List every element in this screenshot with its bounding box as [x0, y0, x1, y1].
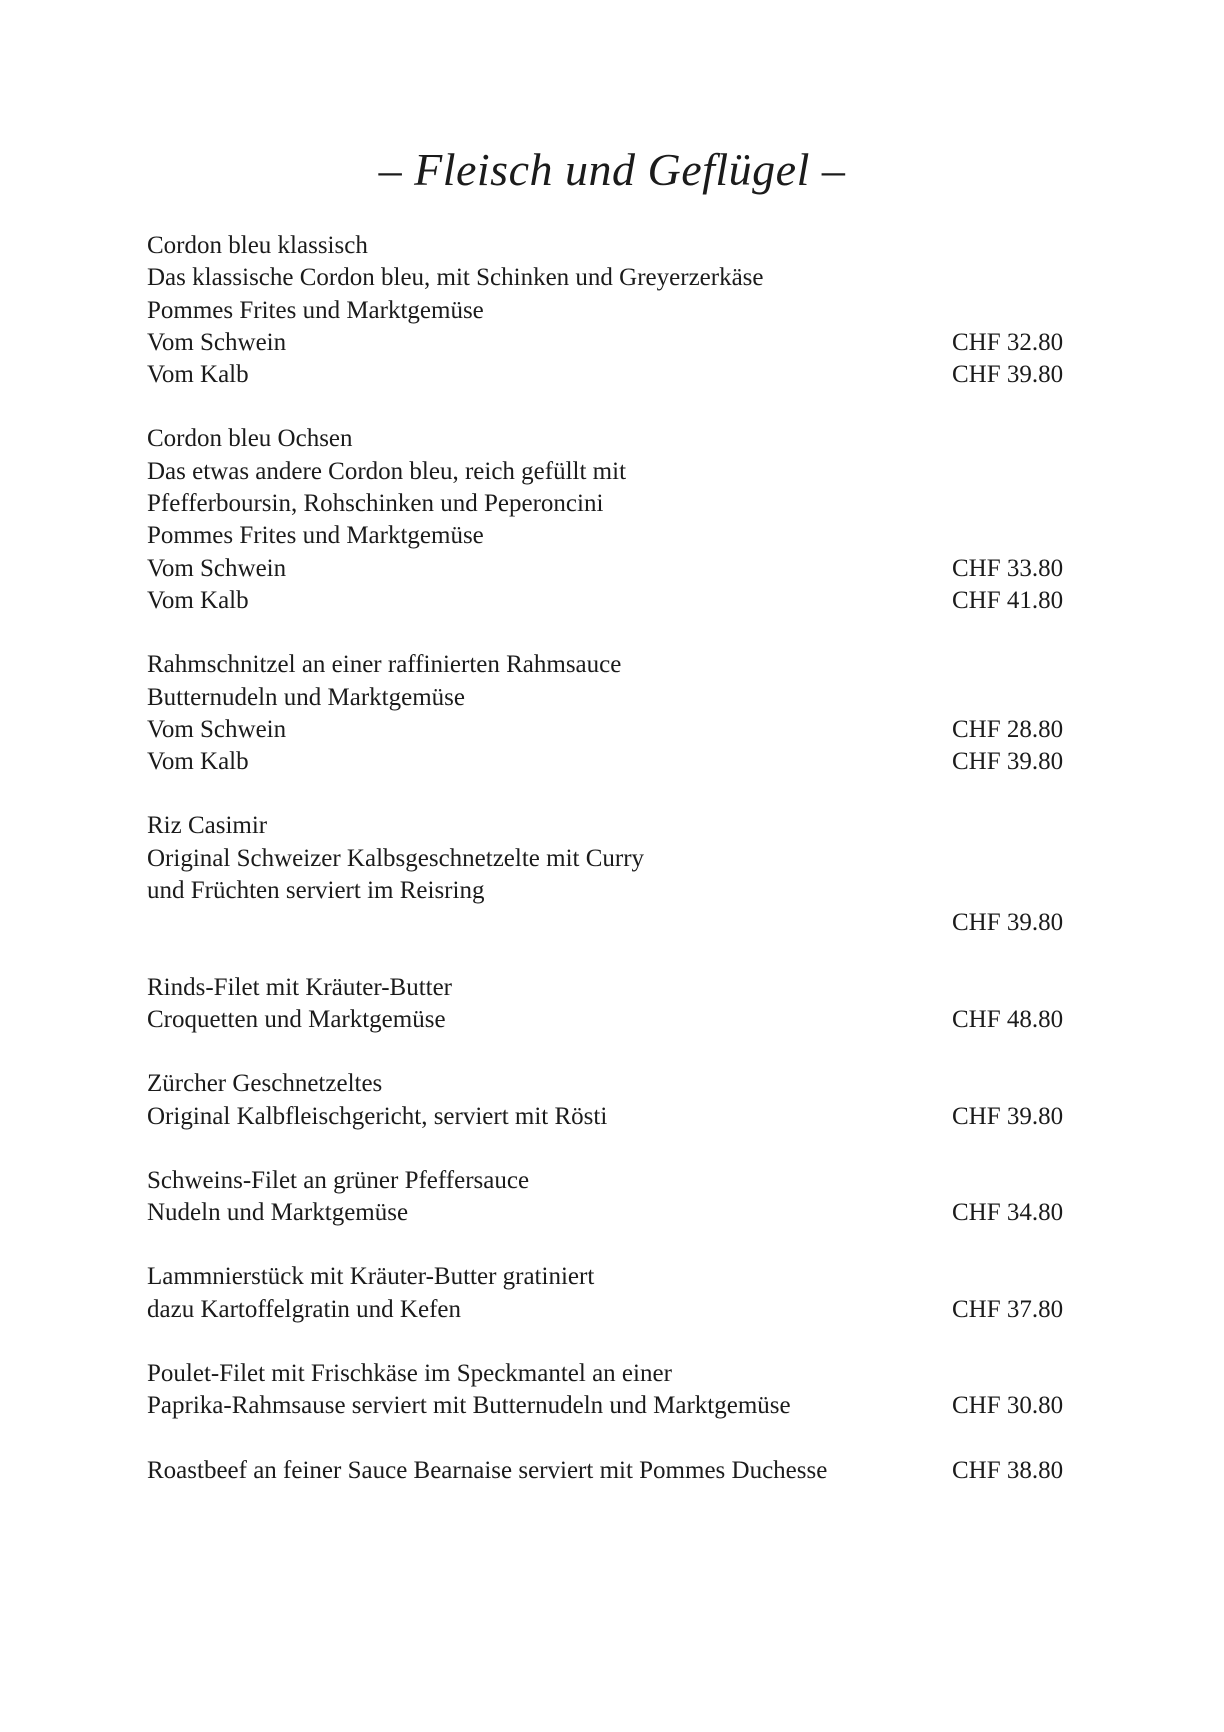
dish-name-line — [147, 1068, 1087, 1100]
dish-name-line — [147, 1358, 1087, 1390]
dish-price: CHF 37.80 — [952, 1295, 1064, 1323]
dish-description-line — [147, 585, 1087, 617]
dish-name: Roastbeef an feiner Sauce Bearnaise serviert mit Pommes Duchesse — [147, 1456, 828, 1484]
dish-description-line — [147, 1294, 1087, 1326]
dish-description: und Früchten serviert im Reisring — [147, 877, 485, 905]
dish-description-line — [147, 295, 1087, 327]
dish-description-line — [147, 553, 1087, 585]
dish-name: Riz Casimir — [147, 812, 268, 840]
dish-description: Pfefferboursin, Rohschinken und Peperoncini — [147, 490, 604, 518]
menu-item — [147, 972, 1087, 1037]
dish-description-line — [147, 262, 1087, 294]
dish-description-line — [147, 746, 1087, 778]
dish-description: Vom Kalb — [147, 361, 249, 389]
menu-item — [147, 423, 1087, 617]
dish-description: Butternudeln und Marktgemüse — [147, 683, 465, 711]
menu-item — [147, 1358, 1087, 1423]
dish-name: Rinds-Filet mit Kräuter-Butter — [147, 973, 453, 1001]
menu-list — [147, 230, 1087, 1519]
menu-item — [147, 810, 1087, 939]
menu-item — [147, 1455, 1087, 1487]
dish-price: CHF 39.80 — [952, 748, 1064, 776]
dish-price: CHF 32.80 — [952, 328, 1064, 356]
dish-description-line — [147, 682, 1087, 714]
dish-name: Zürcher Geschnetzeltes — [147, 1070, 383, 1098]
dish-price: CHF 30.80 — [952, 1392, 1064, 1420]
dish-description: Original Schweizer Kalbsgeschnetzelte mit Curry — [147, 844, 645, 872]
dish-name: Cordon bleu klassisch — [147, 232, 368, 259]
dish-description-line — [147, 843, 1087, 875]
menu-item — [147, 230, 1087, 391]
dish-description: Vom Kalb — [147, 586, 249, 614]
dish-description: Nudeln und Marktgemüse — [147, 1199, 409, 1227]
dish-name-line — [147, 423, 1087, 455]
dish-description: Vom Schwein — [147, 554, 287, 582]
dish-price: CHF 38.80 — [952, 1456, 1064, 1484]
dish-price: CHF 34.80 — [952, 1199, 1064, 1227]
dish-name: Cordon bleu Ochsen — [147, 425, 353, 453]
dish-name: Lammnierstück mit Kräuter-Butter gratiniert — [147, 1263, 595, 1291]
dish-name-line — [147, 972, 1087, 1004]
menu-item — [147, 649, 1087, 778]
page-title: – Fleisch und Geflügel – — [378, 144, 846, 195]
dish-description-line — [147, 359, 1087, 391]
dish-description-line — [147, 488, 1087, 520]
dish-description: Das klassische Cordon bleu, mit Schinken und Greyerzerkäse — [147, 264, 764, 292]
dish-description: Pommes Frites und Marktgemüse — [147, 522, 484, 550]
dish-description-line — [147, 1004, 1087, 1036]
dish-description: Pommes Frites und Marktgemüse — [147, 296, 484, 324]
dish-name-line — [147, 1261, 1087, 1293]
dish-description-line — [147, 456, 1087, 488]
dish-price: CHF 28.80 — [952, 715, 1064, 743]
dish-description: Vom Kalb — [147, 748, 249, 776]
dish-price: CHF 39.80 — [952, 361, 1064, 389]
dish-name-line — [147, 1455, 1087, 1487]
dish-description-line — [147, 520, 1087, 552]
dish-description: Vom Schwein — [147, 328, 287, 356]
dish-description-line — [147, 1197, 1087, 1229]
dish-description: Paprika-Rahmsause serviert mit Butternudeln und Marktgemüse — [147, 1392, 791, 1420]
dish-name-line — [147, 1165, 1087, 1197]
dish-price: CHF 48.80 — [952, 1005, 1064, 1033]
dish-description-line — [147, 907, 1087, 939]
dish-description: Vom Schwein — [147, 715, 287, 743]
dish-price: CHF 39.80 — [952, 909, 1064, 937]
dish-description: Das etwas andere Cordon bleu, reich gefüllt mit — [147, 457, 627, 485]
dish-description-line — [147, 327, 1087, 359]
dish-description: dazu Kartoffelgratin und Kefen — [147, 1295, 461, 1323]
dish-name-line — [147, 810, 1087, 842]
menu-item — [147, 1165, 1087, 1230]
dish-description: Original Kalbfleischgericht, serviert mit Rösti — [147, 1102, 608, 1130]
dish-price: CHF 41.80 — [952, 586, 1064, 614]
dish-name: Rahmschnitzel an einer raffinierten Rahmsauce — [147, 651, 622, 679]
dish-name-line — [147, 230, 1087, 262]
dish-description-line — [147, 875, 1087, 907]
dish-description: Croquetten und Marktgemüse — [147, 1005, 446, 1033]
menu-item — [147, 1068, 1087, 1133]
dish-name: Poulet-Filet mit Frischkäse im Speckmantel an einer — [147, 1360, 672, 1388]
menu-item — [147, 1261, 1087, 1326]
dish-description-line — [147, 1390, 1087, 1422]
dish-description-line — [147, 1101, 1087, 1133]
dish-description-line — [147, 714, 1087, 746]
dish-price: CHF 33.80 — [952, 554, 1064, 582]
dish-name: Schweins-Filet an grüner Pfeffersauce — [147, 1166, 530, 1194]
dish-name-line — [147, 649, 1087, 681]
dish-price: CHF 39.80 — [952, 1102, 1064, 1130]
